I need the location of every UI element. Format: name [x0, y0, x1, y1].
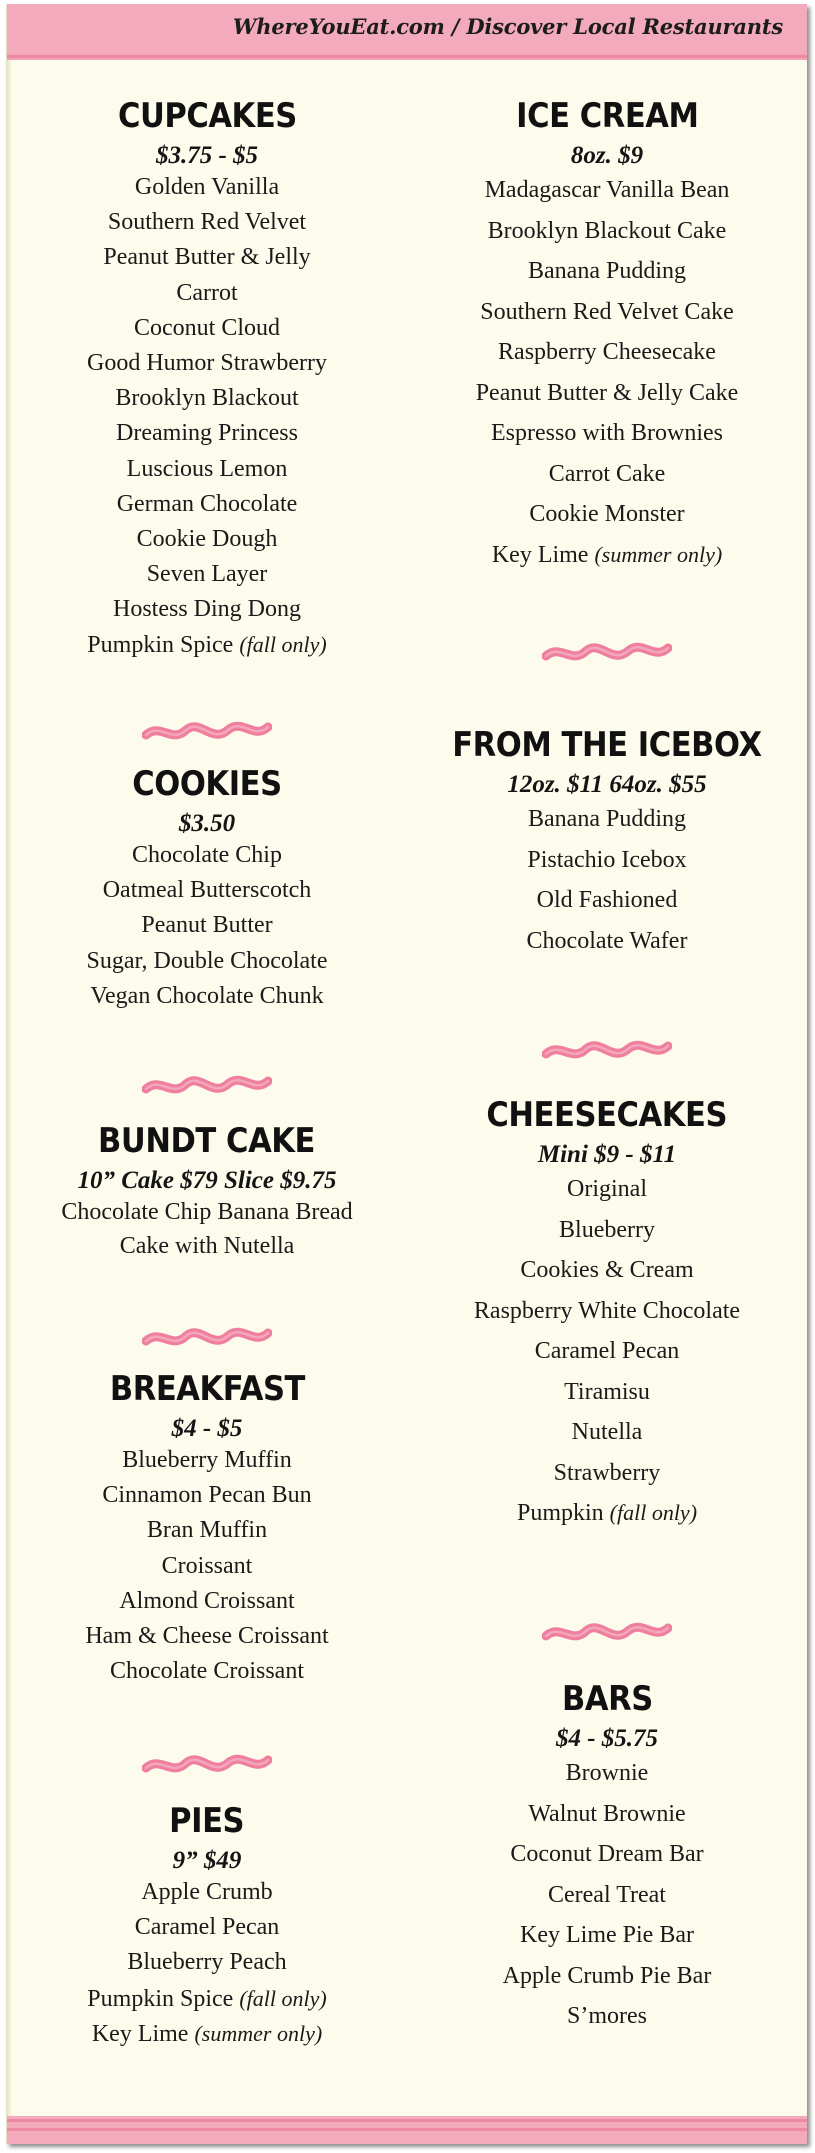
menu-item-name: Brooklyn Blackout [115, 385, 299, 412]
wave-divider-icon [142, 1070, 272, 1100]
menu-item-name: Blueberry Peach [127, 1949, 287, 1976]
menu-item-name: Banana Pudding [528, 258, 686, 284]
menu-section [7, 764, 407, 1014]
section-price: $3.50 [178, 810, 236, 837]
menu-item [407, 1412, 807, 1453]
menu-item-name: Seven Layer [146, 561, 268, 588]
menu-item-name: Key Lime [491, 541, 595, 568]
menu-item [7, 1478, 407, 1513]
menu-item-name: Southern Red Velvet [107, 209, 307, 236]
menu-item [7, 1910, 407, 1945]
menu-item-name: Cookie Monster [529, 501, 685, 527]
menu-item-name: Luscious Lemon [126, 455, 288, 482]
menu-item-name: Nutella [571, 1419, 643, 1445]
menu-item [7, 276, 407, 311]
menu-item [7, 1654, 407, 1689]
menu-item [407, 413, 807, 454]
menu-item [7, 416, 407, 451]
section-title: BREAKFAST [109, 1369, 305, 1409]
menu-item-name: Golden Vanilla [134, 174, 280, 200]
menu-item [407, 1210, 807, 1251]
menu-item-name: Strawberry [553, 1459, 661, 1486]
menu-item-name: Cake with Nutella [119, 1233, 295, 1259]
availability-note: (summer only) [194, 2020, 323, 2046]
menu-item-name: Madagascar Vanilla Bean [484, 177, 730, 203]
menu-item [407, 535, 807, 576]
menu-item-name: Coconut Cloud [133, 314, 280, 341]
menu-item-name: Peanut Butter & Jelly Cake [475, 379, 739, 406]
menu-item-name: Key Lime [91, 2020, 195, 2047]
menu-item-name: Peanut Butter & Jelly [103, 244, 311, 271]
section-title: COOKIES [132, 764, 282, 804]
menu-item [407, 1331, 807, 1372]
menu-item-name: Pumpkin Spice [87, 632, 240, 659]
menu-item [7, 1619, 407, 1654]
menu-section [407, 96, 807, 575]
menu-item [7, 1945, 407, 1980]
menu-item [7, 1875, 407, 1910]
menu-item [407, 373, 807, 414]
menu-item-name: Chocolate Chip [132, 842, 282, 868]
menu-item [7, 557, 407, 592]
menu-item [7, 1513, 407, 1548]
menu-item-name: Croissant [161, 1552, 253, 1579]
availability-note: (fall only) [609, 1500, 698, 1525]
menu-item-name: Blueberry Muffin [122, 1447, 292, 1473]
section-title: BUNDT CAKE [98, 1121, 316, 1161]
menu-item [7, 487, 407, 522]
menu-item [7, 592, 407, 627]
menu-item-name: Blueberry [559, 1216, 655, 1243]
footer-band [7, 2116, 807, 2144]
section-title: CHEESECAKES [486, 1095, 728, 1135]
wave-divider-icon [142, 1322, 272, 1352]
menu-section [7, 96, 407, 663]
menu-item [7, 873, 407, 908]
menu-item-name: S’mores [567, 2003, 647, 2029]
menu-item-name: Cookie Dough [136, 525, 278, 552]
menu-section [407, 1095, 807, 1534]
menu-item-name: Almond Croissant [119, 1587, 295, 1614]
menu-section [407, 1679, 807, 2037]
menu-item-name: Apple Crumb Pie Bar [502, 1962, 712, 1989]
menu-item [407, 1169, 807, 1210]
menu-item [407, 211, 807, 252]
menu-item [7, 1584, 407, 1619]
menu-item-name: Old Fashioned [536, 887, 678, 913]
menu-item-name: Caramel Pecan [134, 1914, 280, 1941]
section-title: PIES [169, 1801, 245, 1841]
menu-item-name: Banana Pudding [528, 806, 686, 832]
menu-section [7, 1369, 407, 1689]
menu-item-name: Hostess Ding Dong [112, 596, 301, 623]
menu-item-name: Raspberry Cheesecake [498, 339, 716, 365]
menu-item [7, 240, 407, 275]
menu-item-name: Southern Red Velvet Cake [480, 298, 734, 325]
menu-item [7, 205, 407, 240]
menu-section [7, 1801, 407, 2051]
section-title: FROM THE ICEBOX [452, 725, 762, 765]
menu-item [407, 1794, 807, 1835]
menu-item-name: Apple Crumb [141, 1879, 273, 1905]
menu-item-name: Carrot Cake [548, 460, 666, 487]
menu-item-name: Walnut Brownie [528, 1800, 686, 1827]
availability-note: (summer only) [594, 541, 723, 567]
section-price: 12oz. $11 64oz. $55 [507, 771, 707, 798]
menu-item-name: Raspberry White Chocolate [473, 1297, 741, 1324]
menu-item [407, 840, 807, 881]
menu-item [407, 1996, 807, 2037]
menu-item [7, 1981, 407, 2016]
menu-item-name: Espresso with Brownies [491, 420, 723, 446]
section-price: $4 - $5.75 [555, 1725, 659, 1752]
menu-item [407, 1453, 807, 1494]
wave-divider-icon [542, 1617, 672, 1647]
menu-item-name: Oatmeal Butterscotch [102, 877, 312, 904]
menu-item [407, 1834, 807, 1875]
menu-item [407, 454, 807, 495]
menu-item-name: Good Humor Strawberry [87, 349, 327, 376]
availability-note: (fall only) [239, 1985, 327, 2011]
menu-item [407, 1372, 807, 1413]
menu-item [407, 1875, 807, 1916]
menu-item-name: Ham & Cheese Croissant [85, 1622, 329, 1649]
menu-item [7, 381, 407, 416]
wave-divider-icon [542, 1035, 672, 1065]
menu-item [407, 1753, 807, 1794]
availability-note: (fall only) [239, 632, 327, 658]
menu-item [407, 799, 807, 840]
menu-item [7, 311, 407, 346]
wave-divider-icon [142, 1749, 272, 1779]
menu-item [407, 170, 807, 211]
menu-item [7, 346, 407, 381]
menu-item [407, 921, 807, 962]
menu-item [7, 908, 407, 943]
menu-item [407, 494, 807, 535]
menu-item-name: Tiramisu [564, 1378, 650, 1405]
menu-item-name: Peanut Butter [141, 912, 273, 939]
section-price: 9” $49 [172, 1847, 242, 1874]
menu-item-name: Bran Muffin [146, 1517, 268, 1544]
menu-item [7, 838, 407, 873]
section-price: Mini $9 - $11 [537, 1141, 677, 1168]
menu-page [6, 4, 807, 2144]
menu-item [407, 1291, 807, 1332]
menu-item-name: Chocolate Wafer [526, 927, 688, 954]
section-title: ICE CREAM [515, 96, 699, 136]
menu-item [7, 1443, 407, 1478]
section-price: $4 - $5 [171, 1415, 243, 1442]
menu-item-name: Pumpkin [516, 1500, 610, 1526]
menu-item [407, 1915, 807, 1956]
menu-item-name: Caramel Pecan [534, 1338, 680, 1364]
menu-item-name: Sugar, Double Chocolate [86, 947, 328, 974]
menu-item-name: Chocolate Croissant [110, 1658, 304, 1685]
menu-item [407, 1250, 807, 1291]
menu-item-name: Pumpkin Spice [87, 1985, 240, 2012]
menu-item [407, 1493, 807, 1534]
section-title: CUPCAKES [117, 96, 297, 136]
menu-item-name: Original [567, 1176, 647, 1202]
header-band [7, 4, 807, 60]
section-price: $3.75 - $5 [155, 142, 259, 169]
menu-item-name: Brownie [565, 1760, 649, 1786]
section-title: BARS [561, 1679, 653, 1719]
menu-item [407, 292, 807, 333]
site-title: WhereYouEat.com / Discover Local Restaurants [232, 14, 783, 39]
menu-item-name: Cookies & Cream [520, 1257, 694, 1283]
menu-item [7, 1195, 407, 1229]
menu-section [407, 725, 807, 961]
section-price: 8oz. $9 [570, 142, 644, 169]
menu-item-name: Coconut Dream Bar [510, 1841, 704, 1867]
menu-item [7, 1549, 407, 1584]
menu-item-name: Cinnamon Pecan Bun [102, 1482, 312, 1509]
menu-item-name: Brooklyn Blackout Cake [487, 217, 727, 244]
menu-item [7, 944, 407, 979]
menu-item-name: Chocolate Chip Banana Bread [61, 1199, 353, 1225]
menu-item [7, 170, 407, 205]
menu-section [7, 1121, 407, 1263]
menu-item [7, 452, 407, 487]
menu-item [407, 880, 807, 921]
section-price: 10” Cake $79 Slice $9.75 [77, 1167, 337, 1194]
menu-item [7, 2016, 407, 2051]
menu-item [407, 1956, 807, 1997]
wave-divider-icon [542, 637, 672, 667]
menu-item-name: Vegan Chocolate Chunk [90, 982, 324, 1009]
menu-item-name: Carrot [176, 279, 238, 306]
menu-item [7, 979, 407, 1014]
menu-item-name: German Chocolate [116, 490, 298, 517]
menu-item [7, 627, 407, 662]
menu-item-name: Cereal Treat [548, 1881, 666, 1908]
menu-item [407, 332, 807, 373]
menu-item-name: Pistachio Icebox [527, 846, 687, 873]
menu-item-name: Key Lime Pie Bar [520, 1922, 694, 1948]
menu-item [407, 251, 807, 292]
wave-divider-icon [142, 716, 272, 746]
menu-item [7, 522, 407, 557]
menu-item [7, 1229, 407, 1263]
menu-item-name: Dreaming Princess [116, 420, 298, 447]
